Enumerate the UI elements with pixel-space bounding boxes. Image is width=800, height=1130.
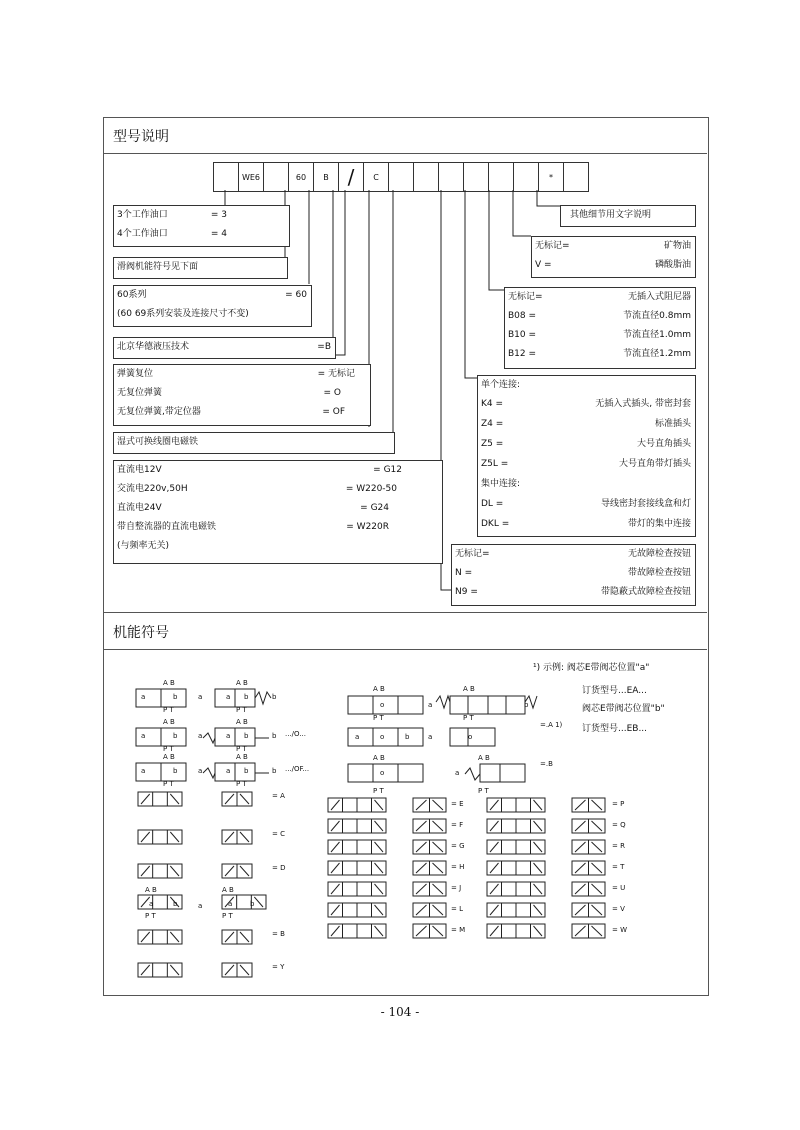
throttle-row bbox=[505, 345, 694, 364]
port-label-ab: A B bbox=[236, 679, 248, 687]
brand-code: =B bbox=[317, 342, 331, 352]
side-label-a: a bbox=[141, 693, 146, 701]
side-label-b: b bbox=[244, 767, 249, 775]
connect-label: 大号直角带灯插头 bbox=[618, 459, 691, 469]
spool-code: = R bbox=[612, 842, 625, 850]
note-line-2: 订货型号...EA... bbox=[582, 686, 647, 696]
eq-label-a1: =.A 1) bbox=[540, 721, 563, 729]
connect-code: DL = bbox=[481, 499, 504, 509]
center-label-o: o bbox=[380, 701, 385, 709]
spring-code: = 无标记 bbox=[317, 369, 355, 379]
side-label-b: b bbox=[173, 732, 178, 740]
port-label-pt: P T bbox=[163, 706, 174, 714]
series-note: (60 69系列安装及连接尺寸不变) bbox=[117, 309, 249, 319]
port-label-pt: P T bbox=[373, 787, 384, 795]
code-cell: * bbox=[539, 163, 564, 191]
spool-code: = V bbox=[612, 905, 625, 913]
brand-row bbox=[114, 338, 334, 357]
code-cell: 60 bbox=[289, 163, 314, 191]
seal-label: 磷酸脂油 bbox=[654, 260, 691, 270]
side-label-a: a bbox=[198, 902, 203, 910]
spool-code: = M bbox=[451, 926, 466, 934]
side-label-a: a bbox=[226, 732, 231, 740]
ports-row-4 bbox=[114, 225, 230, 244]
spool-symbol bbox=[222, 930, 252, 944]
ports-box bbox=[113, 205, 290, 247]
connect-code: Z4 = bbox=[481, 419, 504, 429]
spool-code: = A bbox=[272, 792, 285, 800]
valve-symbol-group-2 bbox=[340, 680, 540, 790]
side-label-b: b bbox=[173, 900, 178, 908]
seal-code: 无标记= bbox=[535, 241, 570, 251]
voltage-row bbox=[114, 461, 405, 480]
note-line-4: 订货型号...EB... bbox=[582, 724, 648, 734]
button-label: 带隐蔽式故障检查按钮 bbox=[600, 587, 691, 597]
spring-label: 无复位弹簧,带定位器 bbox=[117, 407, 201, 417]
spring-box bbox=[113, 364, 371, 426]
connect-code: Z5 = bbox=[481, 439, 504, 449]
center-label-o: o bbox=[468, 733, 473, 741]
side-label-a: a bbox=[428, 701, 433, 709]
port-label-ab: A B bbox=[163, 679, 175, 687]
seal-row bbox=[532, 256, 694, 275]
brand-label: 北京华德液压技术 bbox=[117, 342, 190, 352]
spool-code: = Y bbox=[272, 963, 285, 971]
connect-row bbox=[478, 515, 694, 534]
spool-symbol bbox=[572, 882, 605, 896]
port-label-pt: P T bbox=[463, 714, 474, 722]
side-label-a: a bbox=[226, 767, 231, 775]
connect-row bbox=[478, 455, 694, 474]
side-label-a: a bbox=[198, 732, 203, 740]
series-code: = 60 bbox=[285, 290, 307, 300]
port-label-ab: A B bbox=[163, 718, 175, 726]
throttle-label: 节流直径1.0mm bbox=[623, 330, 691, 340]
spool-symbol bbox=[572, 861, 605, 875]
side-label-a: a bbox=[226, 693, 231, 701]
option-label-of: .../OF... bbox=[285, 765, 310, 773]
connect-row bbox=[478, 395, 694, 414]
voltage-row bbox=[114, 480, 400, 499]
connect-header: 集中连接: bbox=[481, 479, 521, 489]
spool-symbol bbox=[222, 830, 252, 844]
seal-label: 矿物油 bbox=[663, 241, 691, 251]
code-cell: WE6 bbox=[239, 163, 264, 191]
spool-symbol bbox=[138, 963, 182, 977]
code-cell: C bbox=[364, 163, 389, 191]
voltage-label: 带自整流器的直流电磁铁 bbox=[117, 522, 217, 532]
button-row bbox=[452, 583, 694, 602]
spool-symbol bbox=[413, 903, 446, 917]
spool-symbol bbox=[328, 819, 386, 833]
spool-symbol bbox=[487, 903, 545, 917]
side-label-b: b bbox=[272, 767, 277, 775]
spool-symbol bbox=[487, 840, 545, 854]
throttle-row bbox=[505, 307, 694, 326]
button-code: N9 = bbox=[455, 587, 478, 597]
side-label-a: a bbox=[455, 769, 460, 777]
valve-symbol-box bbox=[113, 257, 288, 279]
spool-symbol bbox=[487, 798, 545, 812]
series-label: 60系列 bbox=[117, 290, 147, 300]
port-label-pt: P T bbox=[236, 780, 247, 788]
brand-box bbox=[113, 337, 336, 359]
ports-code: = 4 bbox=[210, 229, 227, 239]
side-label-a: a bbox=[141, 732, 146, 740]
voltage-code: = G24 bbox=[360, 503, 389, 513]
code-cell: B bbox=[314, 163, 339, 191]
spool-symbol bbox=[413, 882, 446, 896]
connect-row bbox=[478, 495, 694, 514]
page-number: - 104 - bbox=[380, 1005, 420, 1019]
side-label-a: a bbox=[428, 733, 433, 741]
button-row bbox=[452, 545, 694, 564]
port-label-pt: P T bbox=[236, 745, 247, 753]
solenoid-box bbox=[113, 432, 395, 454]
connect-header: 单个连接: bbox=[481, 380, 521, 390]
spool-symbol bbox=[222, 963, 252, 977]
spool-symbol bbox=[572, 798, 605, 812]
spool-symbol bbox=[413, 861, 446, 875]
connect-label: 带灯的集中连接 bbox=[627, 519, 691, 529]
spring-label: 弹簧复位 bbox=[117, 369, 154, 379]
side-label-b: b bbox=[272, 732, 277, 740]
valve-symbol-text: 滑阀机能符号见下面 bbox=[117, 262, 199, 272]
spring-row bbox=[114, 403, 348, 422]
button-row bbox=[452, 564, 694, 583]
spool-code: = B bbox=[272, 930, 285, 938]
seal-row bbox=[532, 237, 694, 256]
spool-symbol bbox=[328, 798, 386, 812]
note-line-1: ¹) 示例: 阀芯E带阀芯位置"a" bbox=[533, 663, 650, 673]
series-row bbox=[114, 286, 310, 305]
spool-code: = F bbox=[451, 821, 464, 829]
series-box bbox=[113, 285, 312, 327]
throttle-box bbox=[504, 287, 696, 369]
side-label-a: a bbox=[198, 767, 203, 775]
port-label-ab: A B bbox=[373, 754, 385, 762]
solenoid-text: 湿式可换线圈电磁铁 bbox=[117, 437, 199, 447]
throttle-code: 无标记= bbox=[508, 292, 543, 302]
spool-symbol bbox=[572, 924, 605, 938]
spool-code: = P bbox=[612, 800, 625, 808]
spring-row bbox=[114, 384, 344, 403]
spool-symbol bbox=[413, 924, 446, 938]
center-label-o: o bbox=[380, 733, 385, 741]
spool-symbol bbox=[222, 792, 252, 806]
connect-label: 导线密封套接线盒和灯 bbox=[600, 499, 691, 509]
throttle-code: B10 = bbox=[508, 330, 537, 340]
spool-symbol bbox=[572, 819, 605, 833]
port-label-pt: P T bbox=[222, 912, 233, 920]
button-code: 无标记= bbox=[455, 549, 490, 559]
spool-symbol bbox=[487, 861, 545, 875]
button-label: 无故障检查按钮 bbox=[627, 549, 691, 559]
spool-code: = Q bbox=[612, 821, 626, 829]
voltage-note: (与频率无关) bbox=[117, 541, 170, 551]
option-label-o: .../O... bbox=[285, 730, 306, 738]
side-label-b: b bbox=[244, 693, 249, 701]
button-code: N = bbox=[455, 568, 473, 578]
port-label-pt: P T bbox=[163, 780, 174, 788]
spool-symbol bbox=[328, 882, 386, 896]
side-label-b: b bbox=[405, 733, 410, 741]
button-label: 带故障检查按钮 bbox=[627, 568, 691, 578]
port-label-ab: A B bbox=[236, 718, 248, 726]
connect-row bbox=[478, 435, 694, 454]
spool-symbol bbox=[328, 840, 386, 854]
connect-code: Z5L = bbox=[481, 459, 509, 469]
voltage-label: 交流电220v,50H bbox=[117, 484, 188, 494]
side-label-a: a bbox=[198, 693, 203, 701]
port-label-pt: P T bbox=[236, 706, 247, 714]
port-label-ab: A B bbox=[373, 685, 385, 693]
connect-label: 大号直角插头 bbox=[636, 439, 691, 449]
spool-symbol bbox=[222, 864, 252, 878]
port-label-ab: A B bbox=[463, 685, 475, 693]
spool-symbol bbox=[413, 840, 446, 854]
spool-symbol bbox=[328, 861, 386, 875]
spool-symbol bbox=[572, 840, 605, 854]
connect-label: 标准插头 bbox=[654, 419, 691, 429]
spool-symbol bbox=[138, 930, 182, 944]
spool-symbols-grid bbox=[320, 795, 650, 945]
throttle-code: B12 = bbox=[508, 349, 537, 359]
throttle-row bbox=[505, 326, 694, 345]
code-cell: / bbox=[339, 163, 364, 191]
seal-box bbox=[531, 236, 696, 278]
side-label-b: b bbox=[173, 767, 178, 775]
spool-code: = U bbox=[612, 884, 626, 892]
connect-row bbox=[478, 415, 694, 434]
spool-code: = J bbox=[451, 884, 462, 892]
spool-symbol bbox=[572, 903, 605, 917]
port-label-pt: P T bbox=[478, 787, 489, 795]
throttle-label: 节流直径0.8mm bbox=[623, 311, 691, 321]
eq-label-b: =.B bbox=[540, 760, 553, 768]
valve-symbol-group-1 bbox=[130, 676, 290, 786]
spool-symbol bbox=[413, 819, 446, 833]
center-label-o: o bbox=[380, 769, 385, 777]
spool-code: = C bbox=[272, 830, 285, 838]
spool-code: = G bbox=[451, 842, 465, 850]
connect-code: K4 = bbox=[481, 399, 504, 409]
side-label-b: b bbox=[524, 701, 529, 709]
seal-code: V = bbox=[535, 260, 552, 270]
port-label-ab: A B bbox=[478, 754, 490, 762]
spool-symbol bbox=[328, 903, 386, 917]
note-line-3: 阀芯E带阀芯位置"b" bbox=[582, 704, 665, 714]
voltage-box bbox=[113, 460, 443, 564]
spool-code: = L bbox=[451, 905, 463, 913]
spring-code: = O bbox=[323, 388, 341, 398]
port-label-pt: P T bbox=[373, 714, 384, 722]
port-label-ab: A B bbox=[236, 753, 248, 761]
side-label-a: a bbox=[141, 767, 146, 775]
voltage-label: 直流电24V bbox=[117, 503, 162, 513]
spool-symbol bbox=[138, 864, 182, 878]
connect-box bbox=[477, 375, 696, 537]
voltage-row bbox=[114, 499, 392, 518]
throttle-row bbox=[505, 288, 694, 307]
port-label-ab: A B bbox=[145, 886, 157, 894]
throttle-code: B08 = bbox=[508, 311, 537, 321]
voltage-label: 直流电12V bbox=[117, 465, 162, 475]
port-label-pt: P T bbox=[163, 745, 174, 753]
voltage-code: = W220-50 bbox=[345, 484, 397, 494]
spool-symbol bbox=[413, 798, 446, 812]
spring-row bbox=[114, 365, 358, 384]
side-label-a: a bbox=[149, 900, 154, 908]
ports-code: = 3 bbox=[210, 210, 227, 220]
spool-symbol bbox=[138, 792, 182, 806]
button-box bbox=[451, 544, 696, 606]
other-text: 其他细节用文字说明 bbox=[570, 210, 652, 220]
model-section-title: 型号说明 bbox=[113, 129, 169, 145]
voltage-row bbox=[114, 518, 392, 537]
side-label-a: a bbox=[228, 900, 233, 908]
spool-symbol bbox=[487, 882, 545, 896]
port-label-ab: A B bbox=[163, 753, 175, 761]
spool-code: = W bbox=[612, 926, 628, 934]
connect-code: DKL = bbox=[481, 519, 510, 529]
throttle-label: 节流直径1.2mm bbox=[623, 349, 691, 359]
spool-code: = E bbox=[451, 800, 464, 808]
ports-row-3 bbox=[114, 206, 230, 225]
spring-code: = OF bbox=[322, 407, 345, 417]
spool-code: = D bbox=[272, 864, 286, 872]
side-label-b: b bbox=[272, 693, 277, 701]
spool-code: = H bbox=[451, 863, 465, 871]
port-label-pt: P T bbox=[145, 912, 156, 920]
voltage-code: = G12 bbox=[373, 465, 402, 475]
spool-symbol bbox=[138, 830, 182, 844]
symbol-section-title: 机能符号 bbox=[113, 625, 169, 641]
side-label-a: a bbox=[355, 733, 360, 741]
other-box bbox=[560, 205, 696, 227]
side-label-b: b bbox=[244, 732, 249, 740]
ports-label: 3个工作油口 bbox=[117, 210, 168, 220]
spool-symbol bbox=[487, 924, 545, 938]
throttle-label: 无插入式阻尼器 bbox=[627, 292, 691, 302]
spring-label: 无复位弹簧 bbox=[117, 388, 163, 398]
spool-symbol bbox=[328, 924, 386, 938]
side-label-b: b bbox=[173, 693, 178, 701]
ports-label: 4个工作油口 bbox=[117, 229, 168, 239]
connect-label: 无插入式插头, 带密封套 bbox=[595, 399, 691, 409]
spool-code: = T bbox=[612, 863, 625, 871]
side-label-b: b bbox=[250, 900, 255, 908]
spool-symbol bbox=[487, 819, 545, 833]
voltage-code: = W220R bbox=[346, 522, 389, 532]
port-label-ab: A B bbox=[222, 886, 234, 894]
